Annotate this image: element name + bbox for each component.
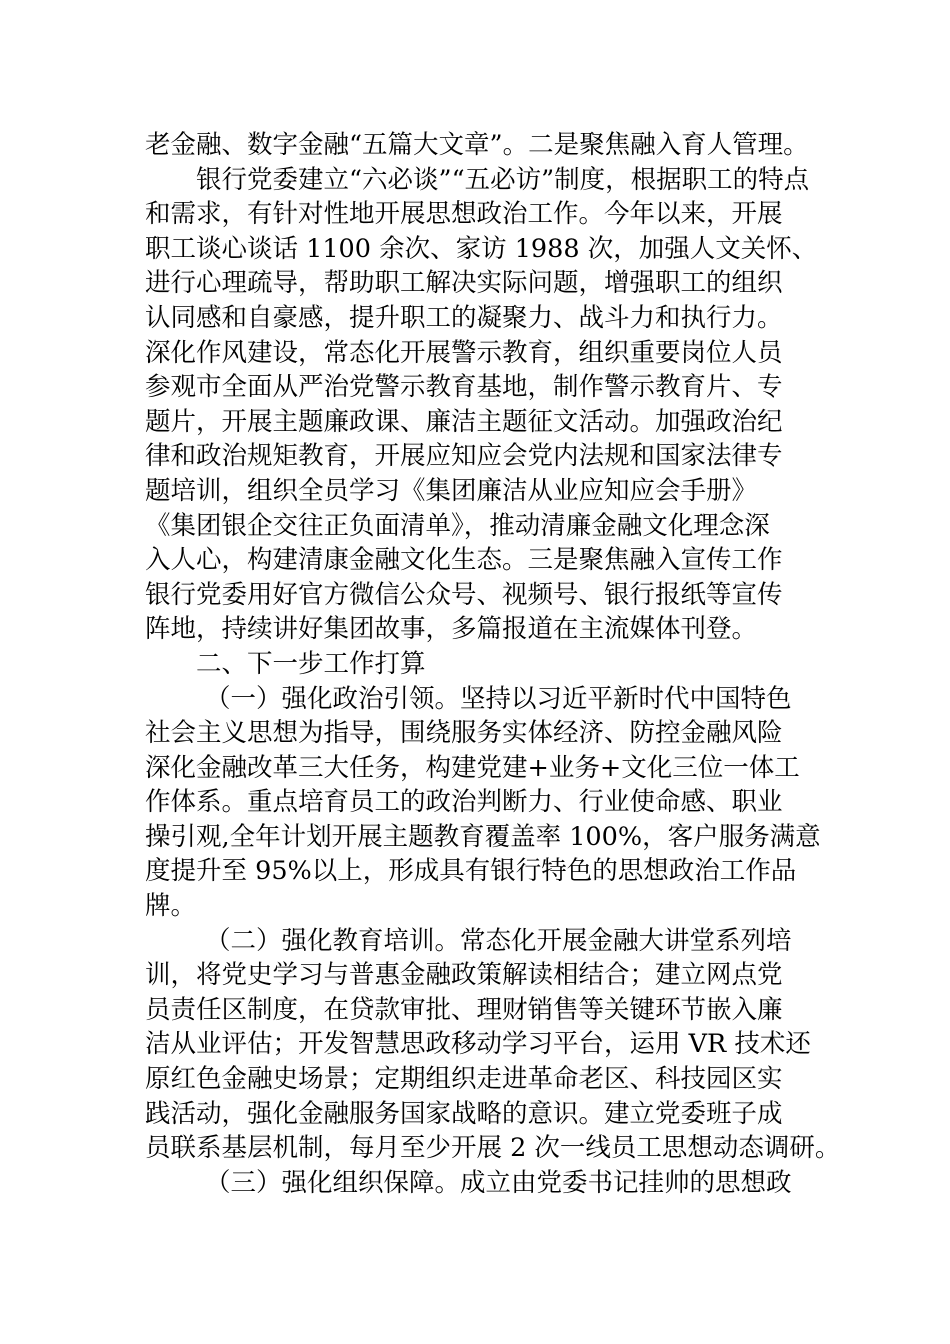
subsection-heading: （一）强化政治引领。坚持以习近平新时代中国特色 [205, 683, 792, 714]
text-line: 员联系基层机制，每月至少开展 2 次一线员工思想动态调研。 [145, 1133, 841, 1164]
text-line: 深化作风建设，常态化开展警示教育，组织重要岗位人员 [145, 337, 783, 368]
document-body [145, 128, 841, 1200]
section-heading: 二、下一步工作打算 [196, 648, 426, 679]
text-line: 社会主义思想为指导，围绕服务实体经济、防控金融风险 [145, 718, 783, 749]
text-line: 洁从业评估；开发智慧思政移动学习平台，运用 VR 技术还 [145, 1029, 811, 1060]
text-line: 职工谈心谈话 1100 余次、家访 1988 次，加强人文关怀、 [145, 233, 818, 264]
text-line: 银行党委建立“六必谈”“五必访”制度，根据职工的特点 [196, 164, 810, 195]
text-line: 阵地，持续讲好集团故事，多篇报道在主流媒体刊登。 [145, 614, 758, 645]
text-line: 老金融、数字金融“五篇大文章”。二是聚焦融入育人管理。 [145, 130, 809, 160]
text-line: 进行心理疏导，帮助职工解决实际问题，增强职工的组织 [145, 268, 783, 299]
text-line: 度提升至 95%以上，形成具有银行特色的思想政治工作品 [145, 856, 797, 887]
text-line: 深化金融改革三大任务，构建党建+业务+文化三位一体工 [145, 752, 800, 783]
subsection-heading: （二）强化教育培训。常态化开展金融大讲堂系列培 [205, 925, 792, 956]
text-line: 牌。 [145, 891, 197, 922]
text-line: 银行党委用好官方微信公众号、视频号、银行报纸等宣传 [145, 579, 783, 610]
text-line: 原红色金融史场景；定期组织走进革命老区、科技园区实 [145, 1064, 783, 1095]
text-line: 题片，开展主题廉政课、廉洁主题征文活动。加强政治纪 [145, 406, 783, 437]
text-line: 认同感和自豪感，提升职工的凝聚力、战斗力和执行力。 [145, 302, 783, 333]
text-line: 和需求，有针对性地开展思想政治工作。今年以来，开展 [145, 199, 783, 230]
text-line: 践活动，强化金融服务国家战略的意识。建立党委班子成 [145, 1098, 783, 1129]
text-line: 律和政治规矩教育，开展应知应会党内法规和国家法律专 [145, 441, 783, 472]
text-line: 入人心，构建清康金融文化生态。三是聚焦融入宣传工作 [145, 545, 783, 576]
subsection-heading: （三）强化组织保障。成立由党委书记挂帅的思想政 [205, 1167, 792, 1198]
text-line: 参观市全面从严治党警示教育基地，制作警示教育片、专 [145, 372, 783, 403]
text-line: 操引观,全年计划开展主题教育覆盖率 100%，客户服务满意 [145, 821, 821, 852]
text-line: 题培训，组织全员学习《集团廉洁从业应知应会手册》 [145, 475, 758, 506]
text-line: 员责任区制度，在贷款审批、理财销售等关键环节嵌入廉 [145, 994, 783, 1025]
text-line: 作体系。重点培育员工的政治判断力、行业使命感、职业 [145, 787, 783, 818]
text-line: 《集团银企交往正负面清单》，推动清廉金融文化理念深 [145, 510, 770, 541]
text-line: 训，将党史学习与普惠金融政策解读相结合；建立网点党 [145, 960, 783, 991]
